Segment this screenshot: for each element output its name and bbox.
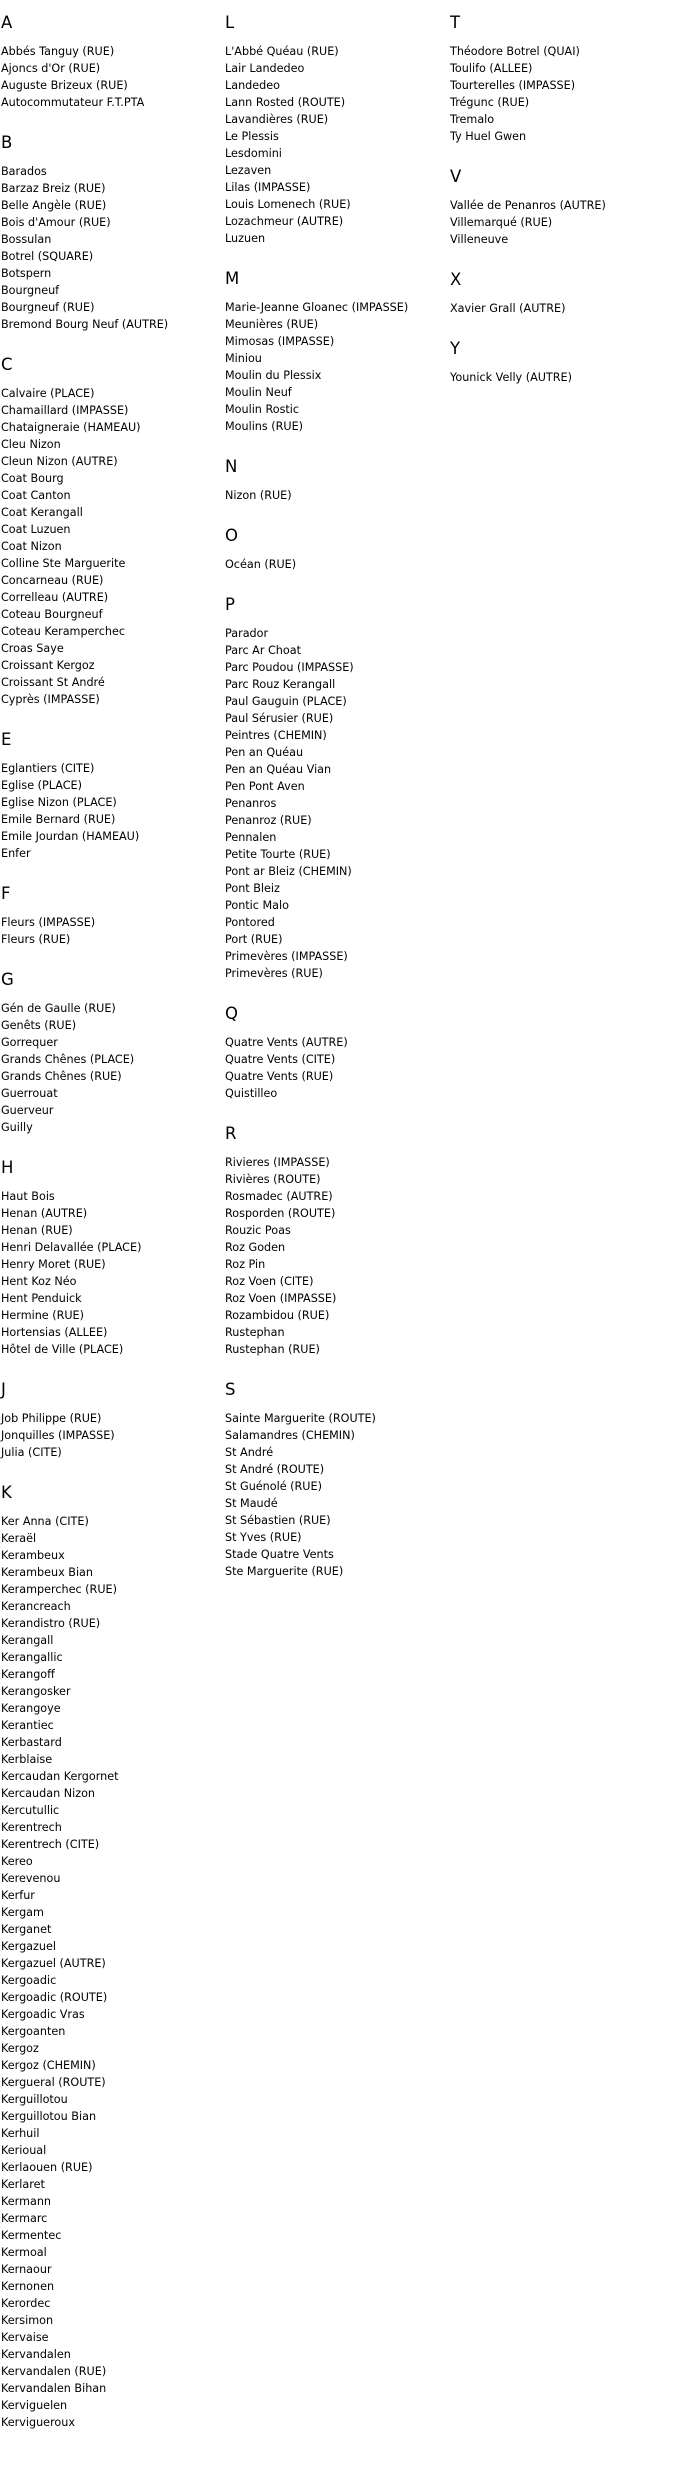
street-link[interactable]: Cleun Nizon (AUTRE) <box>1 455 118 468</box>
street-link[interactable]: Miniou <box>225 352 262 365</box>
street-link[interactable]: Cyprès (IMPASSE) <box>1 693 100 706</box>
street-link[interactable]: Pen an Quéau <box>225 746 304 759</box>
letter-group-h <box>1 1157 221 1358</box>
street-link[interactable]: Penanroz (RUE) <box>225 814 312 827</box>
letter-group-q <box>225 1003 445 1102</box>
street-link[interactable]: Kerfur <box>1 1889 35 1902</box>
street-list <box>1 760 221 862</box>
letter-group-n <box>225 456 445 504</box>
street-link[interactable]: Emile Jourdan (HAMEAU) <box>1 830 140 843</box>
street-list <box>450 197 672 248</box>
letter-group-y <box>450 338 672 386</box>
street-link[interactable]: Nizon (RUE) <box>225 489 292 502</box>
street-link[interactable]: Kerangoff <box>1 1668 55 1681</box>
letter-group-c <box>1 354 221 708</box>
street-link[interactable]: Pontored <box>225 916 275 929</box>
index-column-2 <box>225 12 445 1601</box>
street-link[interactable]: Rustephan (RUE) <box>225 1343 320 1356</box>
street-link[interactable]: Hent Koz Néo <box>1 1275 77 1288</box>
street-link[interactable]: Lilas (IMPASSE) <box>225 181 311 194</box>
street-link[interactable]: Bourgneuf (RUE) <box>1 301 95 314</box>
letter-heading: M <box>225 269 240 288</box>
street-link[interactable]: Ker Anna (CITE) <box>1 1515 89 1528</box>
letter-heading: S <box>225 1380 236 1399</box>
street-link[interactable]: Hôtel de Ville (PLACE) <box>1 1343 124 1356</box>
letter-group-j <box>1 1379 221 1461</box>
street-link[interactable]: Lavandières (RUE) <box>225 113 329 126</box>
street-link[interactable]: Autocommutateur F.T.PTA <box>1 96 145 109</box>
street-link[interactable]: Botrel (SQUARE) <box>1 250 94 263</box>
street-list <box>1 163 221 333</box>
street-link[interactable]: Auguste Brizeux (RUE) <box>1 79 128 92</box>
street-link[interactable]: Job Philippe (RUE) <box>1 1412 102 1425</box>
street-link[interactable]: St André <box>225 1446 274 1459</box>
street-link[interactable]: Parador <box>225 627 269 640</box>
street-link[interactable]: Kerioual <box>1 2144 47 2157</box>
street-link[interactable]: Kerentrech (CITE) <box>1 1838 100 1851</box>
street-link[interactable]: Lair Landedeo <box>225 62 305 75</box>
street-list <box>225 625 445 982</box>
street-link[interactable]: Mimosas (IMPASSE) <box>225 335 335 348</box>
street-link[interactable]: Kermentec <box>1 2229 62 2242</box>
street-link[interactable]: Kerangallic <box>1 1651 63 1664</box>
street-link[interactable]: Coat Nizon <box>1 540 62 553</box>
street-link[interactable]: Roz Voen (IMPASSE) <box>225 1292 337 1305</box>
street-link[interactable]: Primevères (IMPASSE) <box>225 950 348 963</box>
index-column-3 <box>450 12 672 407</box>
street-list <box>450 43 672 145</box>
street-link[interactable]: Coteau Keramperchec <box>1 625 126 638</box>
street-link[interactable]: Ajoncs d'Or (RUE) <box>1 62 101 75</box>
letter-heading: Q <box>225 1004 238 1023</box>
letter-group-r <box>225 1123 445 1358</box>
street-link[interactable]: St Sébastien (RUE) <box>225 1514 331 1527</box>
street-link[interactable]: Roz Voen (CITE) <box>225 1275 314 1288</box>
letter-group-e <box>1 729 221 862</box>
street-link[interactable]: Kermoal <box>1 2246 47 2259</box>
street-link[interactable]: Kernonen <box>1 2280 55 2293</box>
street-link[interactable]: Trégunc (RUE) <box>450 96 530 109</box>
street-link[interactable]: Parc Rouz Kerangall <box>225 678 336 691</box>
letter-heading: G <box>1 970 14 989</box>
street-link[interactable]: Rosporden (ROUTE) <box>225 1207 336 1220</box>
street-link[interactable]: Rouzic Poas <box>225 1224 291 1237</box>
letter-group-o <box>225 525 445 573</box>
street-link[interactable]: Colline Ste Marguerite <box>1 557 126 570</box>
street-link[interactable]: Guerrouat <box>1 1087 58 1100</box>
street-list <box>1 1513 221 2431</box>
street-link[interactable]: Moulin du Plessix <box>225 369 322 382</box>
street-link[interactable]: Marie-Jeanne Gloanec (IMPASSE) <box>225 301 409 314</box>
street-link[interactable]: Rosmadec (AUTRE) <box>225 1190 333 1203</box>
street-link[interactable]: Xavier Grall (AUTRE) <box>450 302 566 315</box>
street-link[interactable]: Tremalo <box>450 113 495 126</box>
street-link[interactable]: Moulin Rostic <box>225 403 300 416</box>
street-link[interactable]: Paul Gauguin (PLACE) <box>225 695 347 708</box>
street-link[interactable]: Belle Angèle (RUE) <box>1 199 107 212</box>
street-link[interactable]: Quistilleo <box>225 1087 278 1100</box>
street-list <box>1 1000 221 1136</box>
street-link[interactable]: Barzaz Breiz (RUE) <box>1 182 106 195</box>
street-link[interactable]: Genêts (RUE) <box>1 1019 77 1032</box>
street-link[interactable]: Kerentrech <box>1 1821 62 1834</box>
street-list <box>450 300 672 317</box>
street-link[interactable]: Kerguillotou <box>1 2093 68 2106</box>
street-link[interactable]: Jonquilles (IMPASSE) <box>1 1429 115 1442</box>
street-link[interactable]: Gén de Gaulle (RUE) <box>1 1002 116 1015</box>
street-link[interactable]: Kerangoye <box>1 1702 61 1715</box>
street-link[interactable]: Croissant St André <box>1 676 105 689</box>
street-link[interactable]: Kerlaret <box>1 2178 45 2191</box>
letter-group-v <box>450 166 672 248</box>
letter-group-a <box>1 12 221 111</box>
letter-group-b <box>1 132 221 333</box>
letter-heading: B <box>1 133 13 152</box>
street-link[interactable]: Ty Huel Gwen <box>450 130 527 143</box>
street-link[interactable]: Tourterelles (IMPASSE) <box>450 79 576 92</box>
street-link[interactable]: Hent Penduick <box>1 1292 82 1305</box>
street-link[interactable]: Bremond Bourg Neuf (AUTRE) <box>1 318 169 331</box>
street-link[interactable]: Pen an Quéau Vian <box>225 763 332 776</box>
street-link[interactable]: Eglise (PLACE) <box>1 779 82 792</box>
street-link[interactable]: Haut Bois <box>1 1190 55 1203</box>
street-link[interactable]: Coat Canton <box>1 489 71 502</box>
street-link[interactable]: Paul Sérusier (RUE) <box>225 712 334 725</box>
street-link[interactable]: Younick Velly (AUTRE) <box>450 371 572 384</box>
street-link[interactable]: Rivieres (IMPASSE) <box>225 1156 330 1169</box>
street-link[interactable]: Océan (RUE) <box>225 558 297 571</box>
street-link[interactable]: Roz Pin <box>225 1258 266 1271</box>
letter-heading: E <box>1 730 12 749</box>
street-link[interactable]: Eglantiers (CITE) <box>1 762 95 775</box>
street-link[interactable]: Lezaven <box>225 164 272 177</box>
street-link[interactable]: Ste Marguerite (RUE) <box>225 1565 344 1578</box>
street-list <box>225 43 445 247</box>
street-link[interactable]: Kermann <box>1 2195 51 2208</box>
street-link[interactable]: Kersimon <box>1 2314 54 2327</box>
letter-group-s <box>225 1379 445 1580</box>
street-link[interactable]: Sainte Marguerite (ROUTE) <box>225 1412 376 1425</box>
street-link[interactable]: Henri Delavallée (PLACE) <box>1 1241 142 1254</box>
street-link[interactable]: St Maudé <box>225 1497 278 1510</box>
street-link[interactable]: Kerantiec <box>1 1719 54 1732</box>
street-link[interactable]: Barados <box>1 165 47 178</box>
street-link[interactable]: Kervaise <box>1 2331 49 2344</box>
street-link[interactable]: Pen Pont Aven <box>225 780 305 793</box>
street-link[interactable]: Parc Ar Choat <box>225 644 301 657</box>
letter-heading: Y <box>450 339 461 358</box>
street-link[interactable]: Coat Bourg <box>1 472 64 485</box>
street-link[interactable]: St Yves (RUE) <box>225 1531 302 1544</box>
street-link[interactable]: Lozachmeur (AUTRE) <box>225 215 344 228</box>
street-link[interactable]: L'Abbé Quéau (RUE) <box>225 45 339 58</box>
street-link[interactable]: Correlleau (AUTRE) <box>1 591 109 604</box>
street-link[interactable]: Julia (CITE) <box>1 1446 62 1459</box>
street-link[interactable]: Kerbastard <box>1 1736 62 1749</box>
letter-group-p <box>225 594 445 982</box>
street-link[interactable]: Concarneau (RUE) <box>1 574 104 587</box>
street-list <box>1 385 221 708</box>
street-link[interactable]: Louis Lomenech (RUE) <box>225 198 351 211</box>
street-link[interactable]: Keramperchec (RUE) <box>1 1583 117 1596</box>
street-link[interactable]: Moulin Neuf <box>225 386 292 399</box>
letter-heading: X <box>450 270 462 289</box>
street-link[interactable]: Villeneuve <box>450 233 509 246</box>
street-link[interactable]: Calvaire (PLACE) <box>1 387 95 400</box>
street-link[interactable]: Kervandalen <box>1 2348 71 2361</box>
street-link[interactable]: Théodore Botrel (QUAI) <box>450 45 580 58</box>
street-link[interactable]: Bossulan <box>1 233 52 246</box>
street-link[interactable]: Guerveur <box>1 1104 54 1117</box>
street-list <box>225 1034 445 1102</box>
street-link[interactable]: Kercaudan Kergornet <box>1 1770 119 1783</box>
street-link[interactable]: Chamaillard (IMPASSE) <box>1 404 129 417</box>
letter-heading: V <box>450 167 462 186</box>
letter-heading: H <box>1 1158 14 1177</box>
street-link[interactable]: Kervandalen (RUE) <box>1 2365 107 2378</box>
letter-group-m <box>225 268 445 435</box>
letter-heading: F <box>1 884 11 903</box>
letter-heading: P <box>225 595 235 614</box>
street-link[interactable]: Kerblaise <box>1 1753 53 1766</box>
street-link[interactable]: Stade Quatre Vents <box>225 1548 334 1561</box>
letter-heading: C <box>1 355 13 374</box>
street-link[interactable]: Fleurs (RUE) <box>1 933 71 946</box>
street-link[interactable]: Kerangall <box>1 1634 54 1647</box>
street-link[interactable]: Grands Chênes (PLACE) <box>1 1053 135 1066</box>
street-link[interactable]: Lesdomini <box>225 147 282 160</box>
letter-group-g <box>1 969 221 1136</box>
street-link[interactable]: Kercaudan Nizon <box>1 1787 96 1800</box>
street-link[interactable]: Vallée de Penanros (AUTRE) <box>450 199 606 212</box>
street-link[interactable]: Gorrequer <box>1 1036 58 1049</box>
street-link[interactable]: Penanros <box>225 797 277 810</box>
street-link[interactable]: Kergazuel (AUTRE) <box>1 1957 106 1970</box>
street-link[interactable]: Quatre Vents (CITE) <box>225 1053 336 1066</box>
letter-group-x <box>450 269 672 317</box>
street-link[interactable]: Pont Bleiz <box>225 882 280 895</box>
street-link[interactable]: Parc Poudou (IMPASSE) <box>225 661 354 674</box>
street-link[interactable]: Pont ar Bleiz (CHEMIN) <box>225 865 352 878</box>
street-link[interactable]: Coteau Bourgneuf <box>1 608 103 621</box>
street-link[interactable]: Le Plessis <box>225 130 279 143</box>
street-link[interactable]: Kergueral (ROUTE) <box>1 2076 106 2089</box>
index-column-1 <box>1 12 221 2452</box>
street-link[interactable]: Kernaour <box>1 2263 52 2276</box>
street-link[interactable]: Kergoz (CHEMIN) <box>1 2059 96 2072</box>
street-link[interactable]: Quatre Vents (AUTRE) <box>225 1036 348 1049</box>
street-link[interactable]: Kereo <box>1 1855 33 1868</box>
street-link[interactable]: Primevères (RUE) <box>225 967 323 980</box>
street-link[interactable]: Guilly <box>1 1121 33 1134</box>
street-list <box>450 369 672 386</box>
letter-heading: J <box>1 1380 6 1399</box>
street-list <box>225 1410 445 1580</box>
street-link[interactable]: Keraël <box>1 1532 37 1545</box>
street-link[interactable]: Cleu Nizon <box>1 438 61 451</box>
street-link[interactable]: Enfer <box>1 847 31 860</box>
street-link[interactable]: Hermine (RUE) <box>1 1309 84 1322</box>
street-link[interactable]: Kerganet <box>1 1923 52 1936</box>
street-link[interactable]: St André (ROUTE) <box>225 1463 325 1476</box>
street-link[interactable]: Kervigueroux <box>1 2416 75 2429</box>
letter-heading: L <box>225 13 235 32</box>
letter-heading: N <box>225 457 238 476</box>
street-link[interactable]: Croissant Kergoz <box>1 659 95 672</box>
street-list <box>1 43 221 111</box>
street-link[interactable]: Kercutullic <box>1 1804 60 1817</box>
letter-heading: O <box>225 526 238 545</box>
letter-heading: K <box>1 1483 12 1502</box>
street-link[interactable]: Henan (RUE) <box>1 1224 73 1237</box>
street-link[interactable]: Kerhuil <box>1 2127 40 2140</box>
street-link[interactable]: Abbés Tanguy (RUE) <box>1 45 115 58</box>
street-link[interactable]: Coat Luzuen <box>1 523 71 536</box>
street-link[interactable]: Port (RUE) <box>225 933 283 946</box>
street-link[interactable]: Coat Kerangall <box>1 506 83 519</box>
street-link[interactable]: Kerambeux <box>1 1549 65 1562</box>
street-link[interactable]: Kerviguelen <box>1 2399 68 2412</box>
street-link[interactable]: Henan (AUTRE) <box>1 1207 88 1220</box>
street-link[interactable]: Kerandistro (RUE) <box>1 1617 101 1630</box>
street-link[interactable]: Pontic Malo <box>225 899 289 912</box>
street-link[interactable]: Kermarc <box>1 2212 48 2225</box>
street-link[interactable]: Kergoadic Vras <box>1 2008 85 2021</box>
street-link[interactable]: Bois d'Amour (RUE) <box>1 216 111 229</box>
street-link[interactable]: Villemarqué (RUE) <box>450 216 553 229</box>
street-link[interactable]: Emile Bernard (RUE) <box>1 813 116 826</box>
street-link[interactable]: Salamandres (CHEMIN) <box>225 1429 355 1442</box>
street-link[interactable]: Hortensias (ALLEE) <box>1 1326 108 1339</box>
street-link[interactable]: Rozambidou (RUE) <box>225 1309 330 1322</box>
street-list <box>1 914 221 948</box>
street-link[interactable]: Petite Tourte (RUE) <box>225 848 331 861</box>
street-link[interactable]: Kervandalen Bihan <box>1 2382 107 2395</box>
street-link[interactable]: Fleurs (IMPASSE) <box>1 916 96 929</box>
street-link[interactable]: Toulifo (ALLEE) <box>450 62 533 75</box>
street-list <box>225 1154 445 1358</box>
street-link[interactable]: St Guénolé (RUE) <box>225 1480 322 1493</box>
street-list <box>1 1188 221 1358</box>
street-link[interactable]: Kerordec <box>1 2297 51 2310</box>
street-list <box>1 1410 221 1461</box>
street-link[interactable]: Kerevenou <box>1 1872 61 1885</box>
letter-group-t <box>450 12 672 145</box>
street-link[interactable]: Chataigneraie (HAMEAU) <box>1 421 141 434</box>
letter-group-k <box>1 1482 221 2431</box>
street-link[interactable]: Kergoz <box>1 2042 39 2055</box>
street-link[interactable]: Kergoanten <box>1 2025 66 2038</box>
street-link[interactable]: Kerancreach <box>1 1600 71 1613</box>
street-link[interactable]: Kerangosker <box>1 1685 71 1698</box>
street-link[interactable]: Moulins (RUE) <box>225 420 304 433</box>
street-list <box>225 299 445 435</box>
street-link[interactable]: Croas Saye <box>1 642 64 655</box>
street-link[interactable]: Botspern <box>1 267 52 280</box>
street-link[interactable]: Kergam <box>1 1906 44 1919</box>
street-link[interactable]: Roz Goden <box>225 1241 286 1254</box>
street-link[interactable]: Pennalen <box>225 831 277 844</box>
street-link[interactable]: Kergazuel <box>1 1940 56 1953</box>
letter-heading: R <box>225 1124 237 1143</box>
letter-heading: T <box>450 13 461 32</box>
letter-group-l <box>225 12 445 247</box>
street-link[interactable]: Rustephan <box>225 1326 285 1339</box>
street-link[interactable]: Eglise Nizon (PLACE) <box>1 796 117 809</box>
street-link[interactable]: Quatre Vents (RUE) <box>225 1070 334 1083</box>
street-link[interactable]: Bourgneuf <box>1 284 60 297</box>
street-link[interactable]: Kerlaouen (RUE) <box>1 2161 93 2174</box>
street-link[interactable]: Landedeo <box>225 79 280 92</box>
street-link[interactable]: Kerambeux Bian <box>1 1566 93 1579</box>
street-link[interactable]: Luzuen <box>225 232 266 245</box>
street-link[interactable]: Lann Rosted (ROUTE) <box>225 96 346 109</box>
street-list <box>225 487 445 504</box>
street-link[interactable]: Meunières (RUE) <box>225 318 319 331</box>
letter-heading: A <box>1 13 13 32</box>
street-link[interactable]: Grands Chênes (RUE) <box>1 1070 122 1083</box>
street-list <box>225 556 445 573</box>
street-link[interactable]: Kergoadic <box>1 1974 57 1987</box>
street-link[interactable]: Rivières (ROUTE) <box>225 1173 321 1186</box>
street-link[interactable]: Peintres (CHEMIN) <box>225 729 327 742</box>
street-link[interactable]: Henry Moret (RUE) <box>1 1258 106 1271</box>
street-link[interactable]: Kerguillotou Bian <box>1 2110 97 2123</box>
street-link[interactable]: Kergoadic (ROUTE) <box>1 1991 108 2004</box>
letter-group-f <box>1 883 221 948</box>
